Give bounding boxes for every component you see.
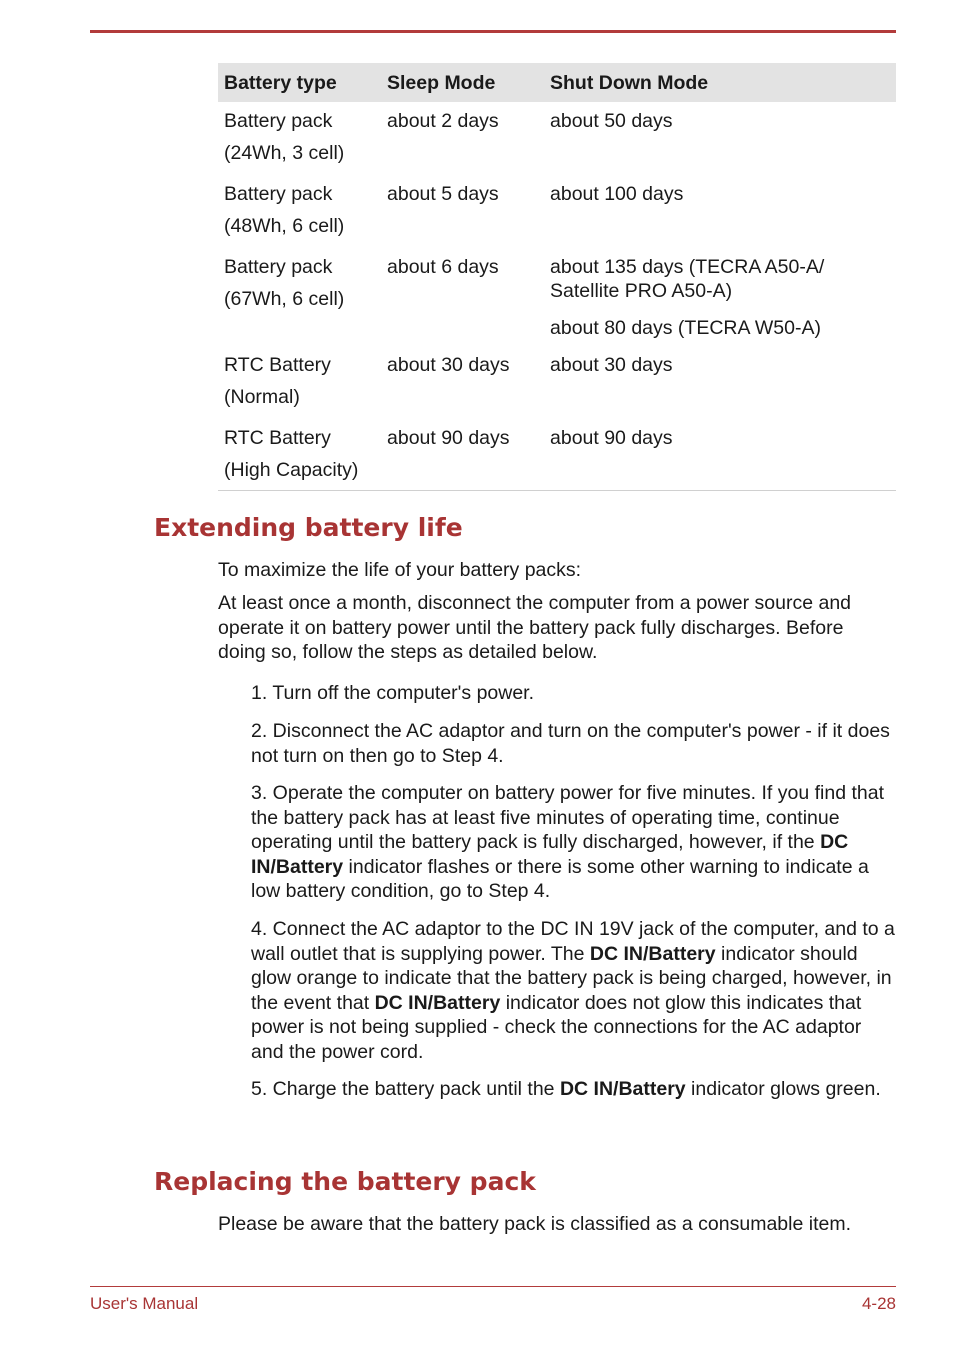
section-heading-replacing-battery-pack: Replacing the battery pack [154,1167,536,1196]
step-5-text: indicator glows green. [685,1078,881,1100]
battery-type-line: Battery pack [224,256,333,278]
battery-type-line: (High Capacity) [224,459,359,481]
battery-type-line: (24Wh, 3 cell) [224,142,345,164]
battery-type-line: RTC Battery [224,427,331,449]
battery-life-table [218,63,896,491]
indicator-name: DC IN/Battery [589,942,716,965]
table-row [218,175,896,248]
table-row [218,346,896,419]
col-header-shutdown-mode: Shut Down Mode [544,63,896,102]
battery-type-line: Battery pack [224,183,333,205]
sleep-mode-cell: about 90 days [381,419,544,491]
footer-page-number: 4-28 [861,1294,896,1313]
col-header-sleep-mode: Sleep Mode [381,63,544,102]
table-row [218,419,896,491]
step-4-text: 4. Connect the AC adaptor to the DC IN 19V jack of the computer, and to a wall outlet that is supplying power. The [251,918,895,965]
sleep-mode-cell: about 30 days [387,354,510,376]
indicator-name: DC IN/Battery [559,1078,686,1100]
shutdown-mode-cell: about 50 days [550,110,673,132]
col-header-battery-type: Battery type [218,63,381,102]
step-1: 1. Turn off the computer's power. [251,682,535,704]
intro-paragraph: To maximize the life of your battery packs: [218,559,582,581]
shutdown-mode-cell: about 30 days [550,354,673,376]
battery-type-cell [218,419,381,491]
battery-type-cell [218,102,381,175]
shutdown-mode-cell [544,248,896,346]
battery-type-line: (48Wh, 6 cell) [224,215,345,237]
indicator-name: DC IN/Battery [251,831,849,878]
table-row [218,248,896,346]
step-3 [251,781,896,904]
sleep-mode-cell: about 2 days [387,110,499,132]
step-5-text: 5. Charge the battery pack until the [251,1078,560,1100]
sleep-mode-cell: about 5 days [387,183,499,205]
step-4-text: indicator does not glow this indicates that power is not being supplied - check the connections for the AC adaptor and the power cord. [251,991,862,1063]
step-5 [251,1077,896,1102]
sleep-mode-cell: about 6 days [387,256,499,278]
indicator-name: DC IN/Battery [374,991,501,1014]
table-header-row [218,63,896,102]
replacement-paragraph: Please be aware that the battery pack is classified as a consumable item. [218,1213,851,1235]
step-2: 2. Disconnect the AC adaptor and turn on the computer's power - if it does not turn on then go to Step 4. [251,720,890,767]
battery-type-line: RTC Battery [224,354,331,376]
bottom-rule [90,1286,896,1287]
step-4 [251,917,896,1064]
battery-type-cell [218,346,381,419]
battery-type-cell [218,248,381,346]
shutdown-mode-cell: about 100 days [550,183,684,205]
battery-type-line: (67Wh, 6 cell) [224,288,345,310]
footer-manual-title: User's Manual [90,1294,199,1313]
step-4-text: indicator should glow orange to indicate that the battery pack is being charged, however, in the event that [251,942,892,1014]
step-3-text: 3. Operate the computer on battery power for five minutes. If you find that the battery pack has at least five minutes of operating time, continue operating until the battery pack is fully discharged, however, if the [251,782,884,853]
battery-type-line: Battery pack [224,110,333,132]
shutdown-mode-text-extra: about 80 days (TECRA W50-A) [550,317,821,339]
shutdown-mode-text: about 135 days (TECRA A50-A/ Satellite PRO A50-A) [550,256,825,302]
table-row [218,102,896,175]
shutdown-mode-cell: about 90 days [544,419,896,491]
battery-type-line: (Normal) [224,386,300,408]
body-paragraph: At least once a month, disconnect the computer from a power source and operate it on battery power until the battery pack fully discharges. Before doing so, follow the steps as detailed below. [218,592,852,663]
battery-type-cell [218,175,381,248]
step-3-text: indicator flashes or there is some other warning to indicate a low battery condition, go to Step 4. [251,855,869,902]
section-heading-extending-battery-life: Extending battery life [154,513,463,542]
top-rule [90,30,896,33]
